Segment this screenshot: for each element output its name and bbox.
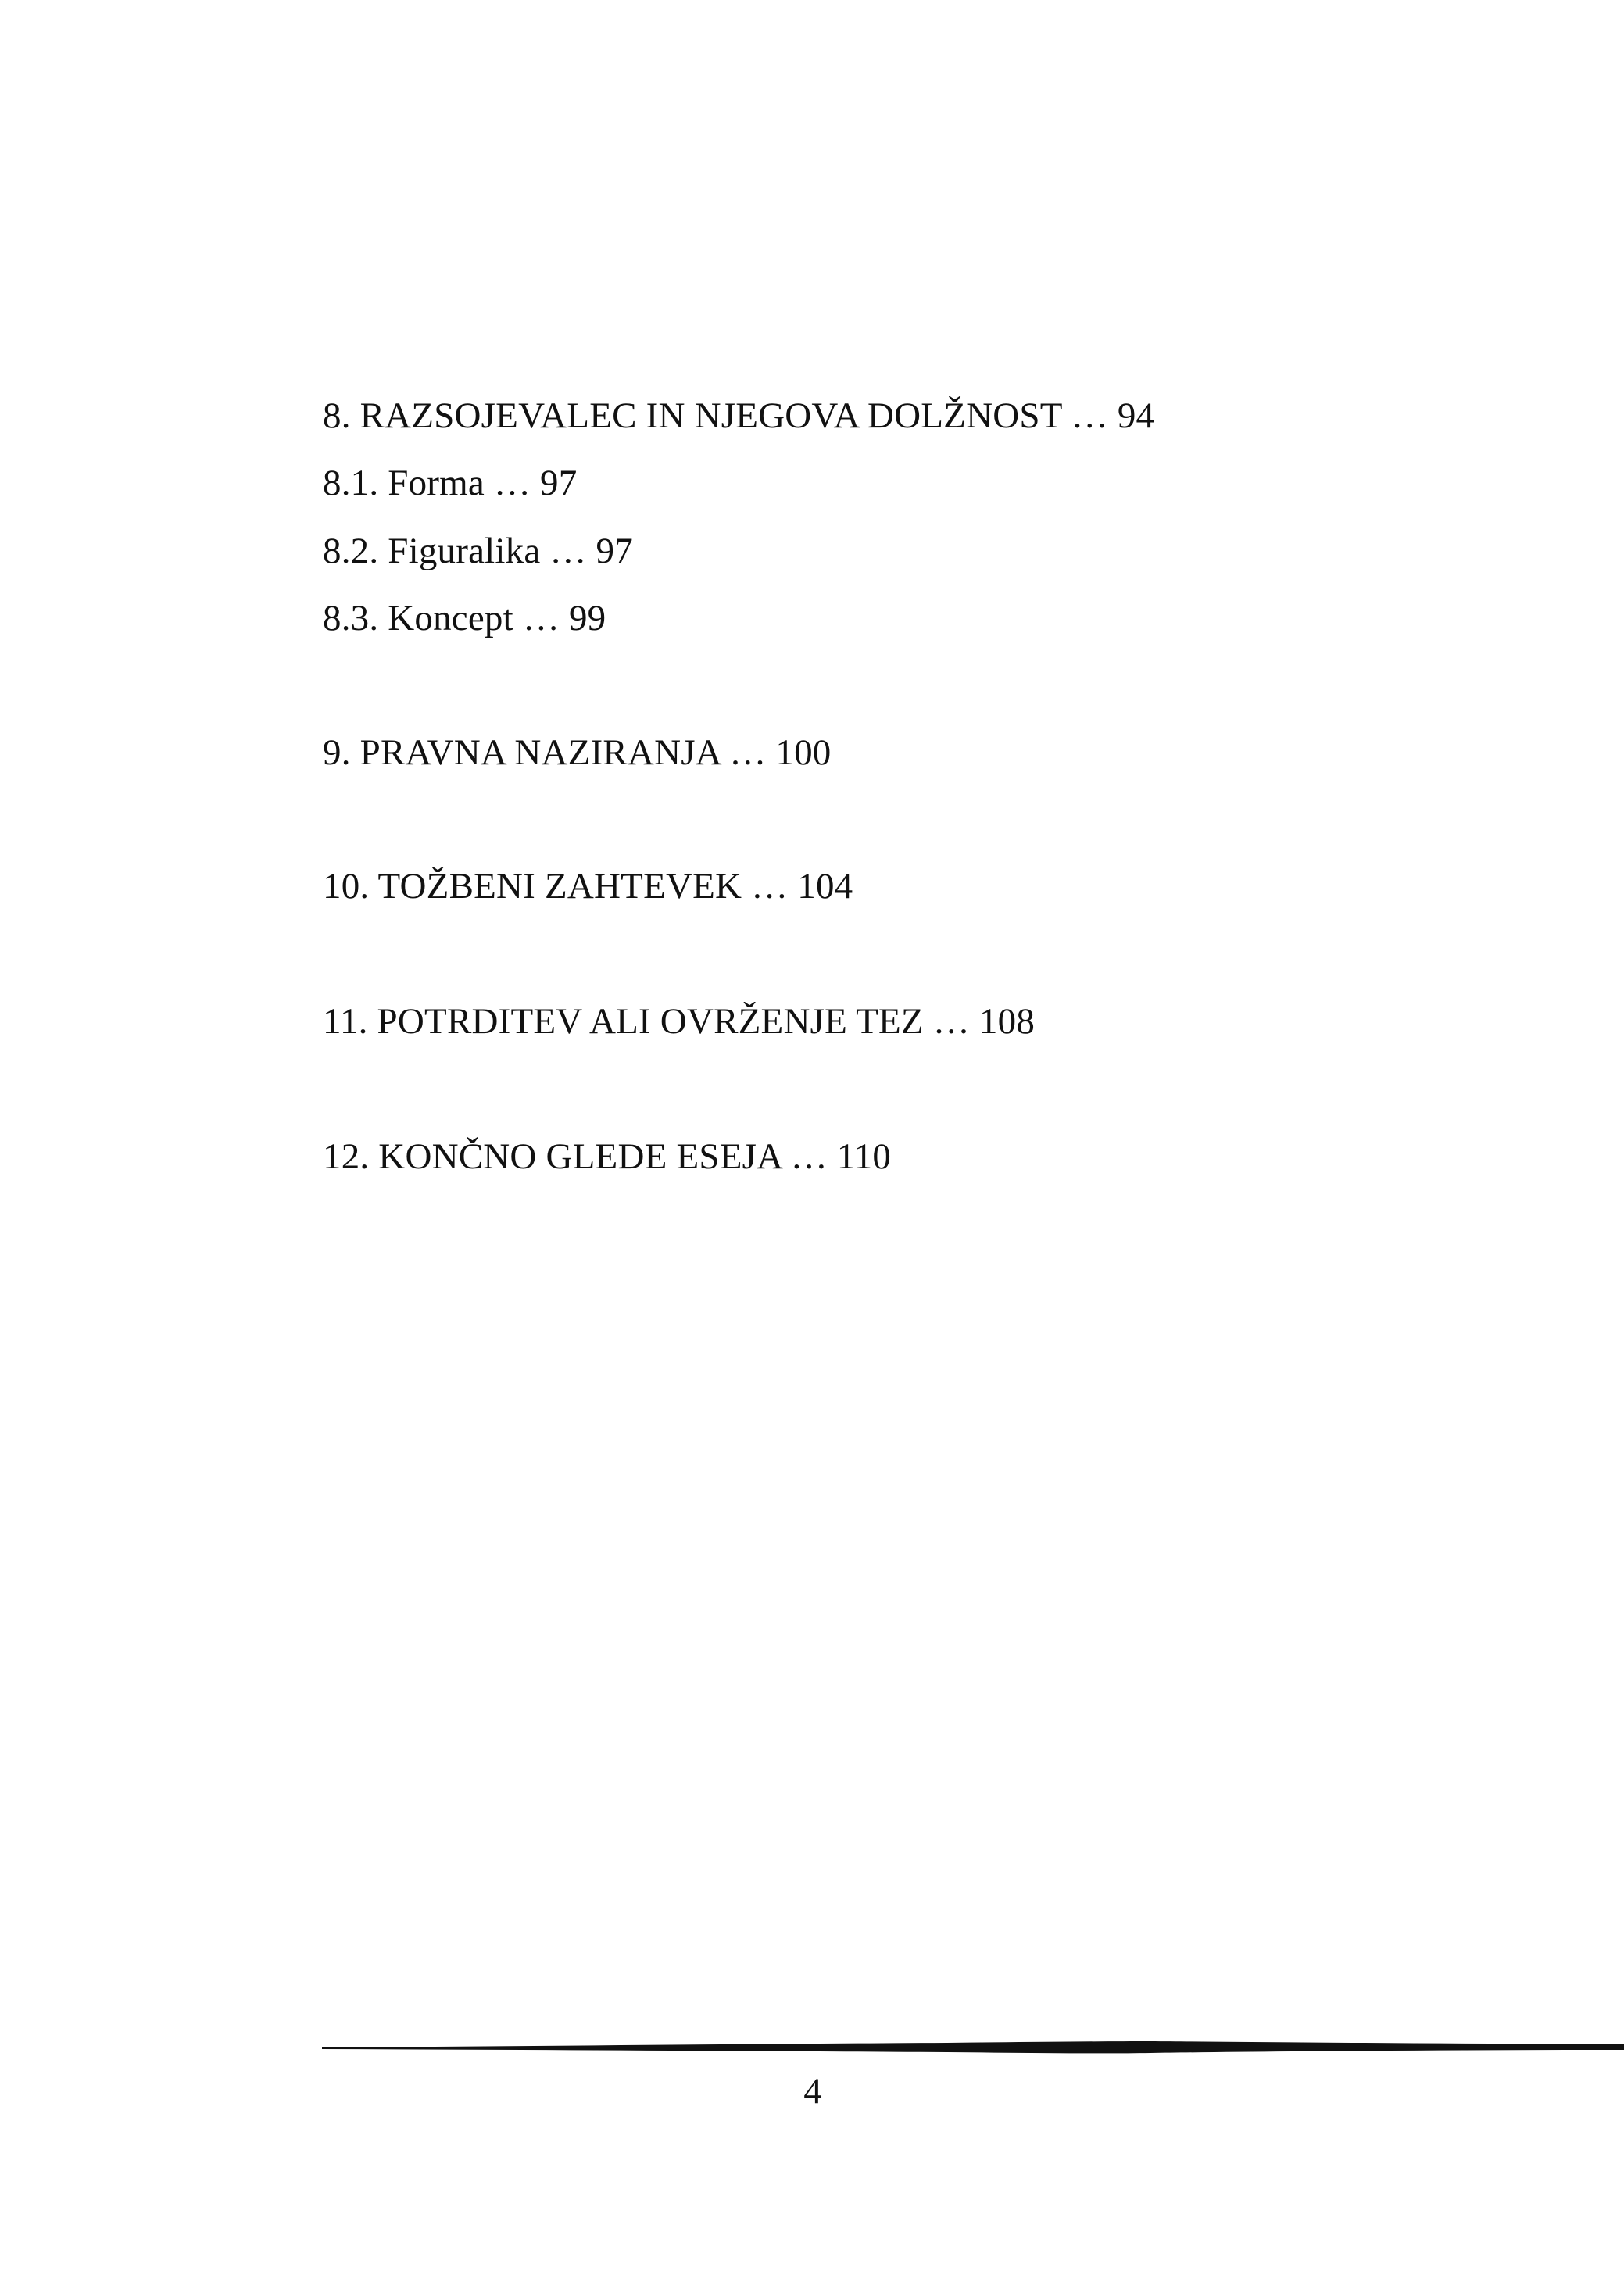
toc-entry-chapter-9: 9. PRAVNA NAZIRANJA … 100: [323, 732, 832, 773]
page-number: 4: [803, 2071, 822, 2112]
toc-entry-chapter-11: 11. POTRDITEV ALI OVRŽENJE TEZ … 108: [323, 1001, 1036, 1042]
toc-entry-chapter-12: 12. KONČNO GLEDE ESEJA … 110: [323, 1136, 892, 1177]
footer-divider: [322, 2038, 1624, 2057]
toc-entry-section-8-2: 8.2. Figuralika … 97: [323, 531, 633, 571]
toc-entry-chapter-8: 8. RAZSOJEVALEC IN NJEGOVA DOLŽNOST … 94: [323, 395, 1155, 436]
toc-entry-section-8-3: 8.3. Koncept … 99: [323, 598, 606, 638]
toc-entry-chapter-10: 10. TOŽBENI ZAHTEVEK … 104: [323, 866, 853, 907]
toc-entry-section-8-1: 8.1. Forma … 97: [323, 463, 578, 503]
